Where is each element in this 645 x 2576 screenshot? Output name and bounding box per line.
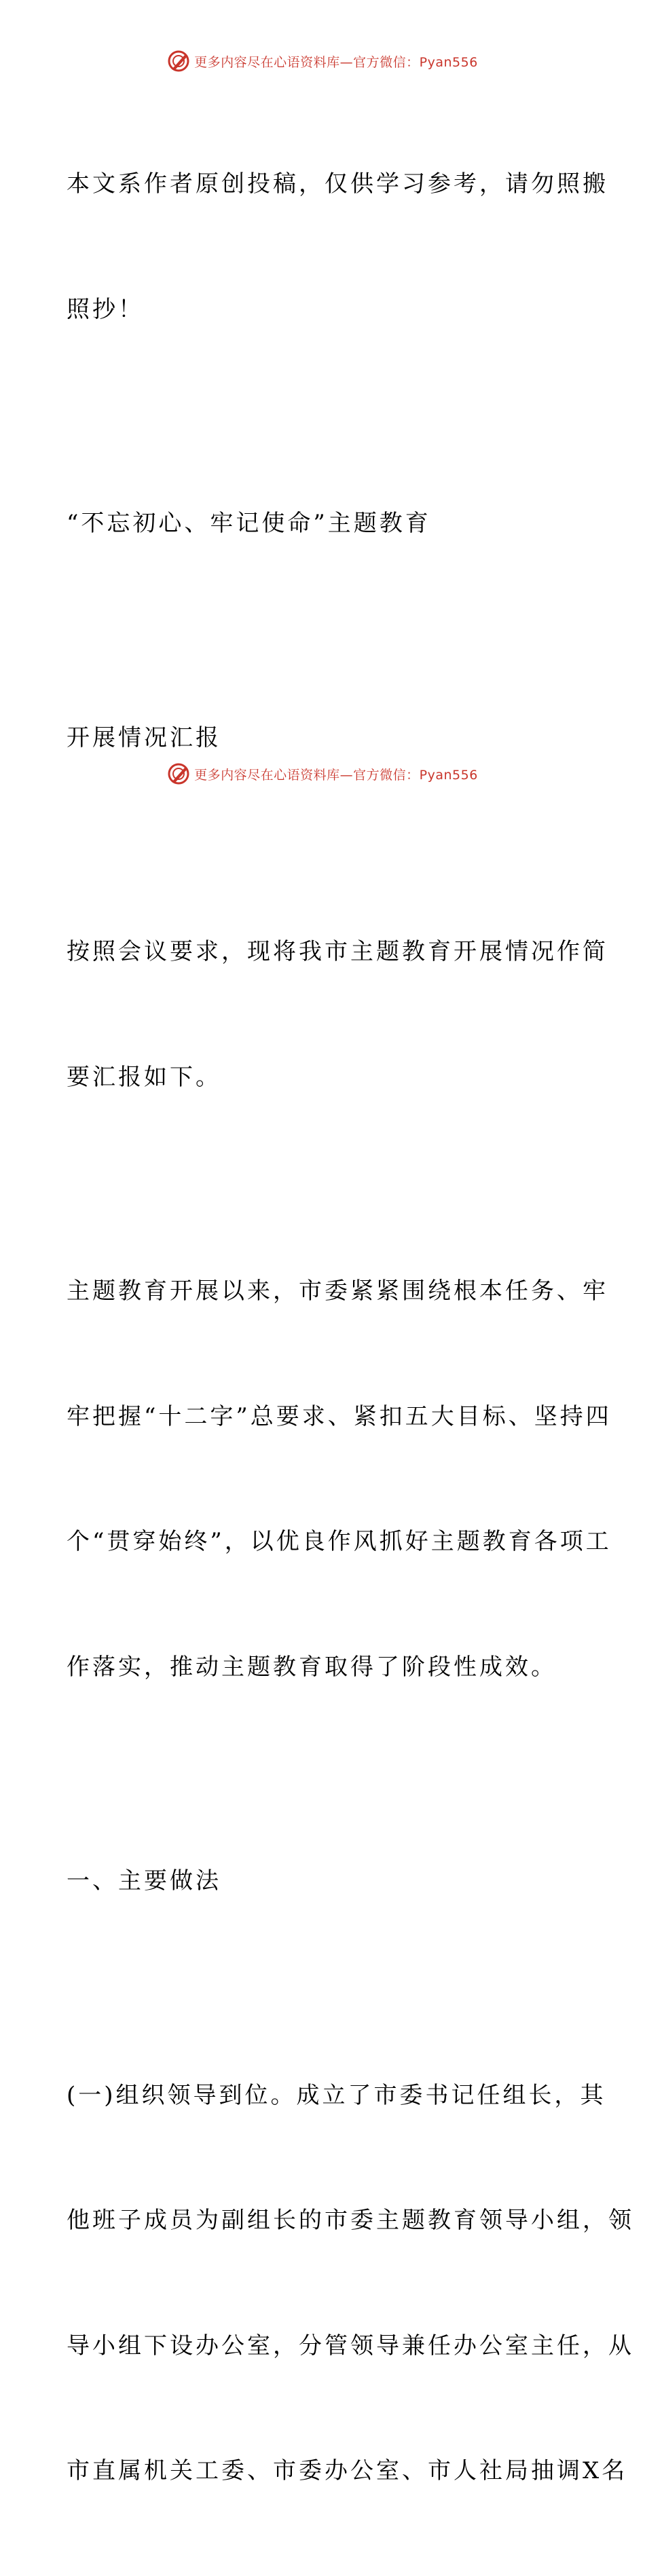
notice-paragraph [67,80,608,414]
document-title [67,419,583,629]
text-line: 要汇报如下。 [67,1063,221,1091]
text-line: 照抄！ [67,295,144,323]
text-line: 本文系作者原创投稿，仅供学习参考，请勿照搬 [67,170,608,198]
document-subtitle [67,634,583,843]
pen-logo-icon [167,762,190,785]
heading-line: 一、主要做法 [67,1867,221,1894]
text-line: 按照会议要求，现将我市主题教育开展情况作简 [67,938,608,965]
document-body [67,80,634,2576]
header-watermark [0,48,645,75]
watermark-text: 更多内容尽在心语资料库—官方微信：Pyan556 [194,767,478,783]
text-line: 个“贯穿始终”，以优良作风抓好主题教育各项工 [67,1528,612,1555]
title-line: 开展情况汇报 [67,724,221,751]
title-line: “不忘初心、牢记使命”主题教育 [67,510,431,537]
text-line: 作落实，推动主题教育取得了阶段性成效。 [67,1653,557,1681]
text-line: 导小组下设办公室，分管领导兼任办公室主任，从 [67,2332,634,2359]
text-line: 市直属机关工委、市委办公室、市人社局抽调X名 [67,2457,628,2484]
item-paragraph [67,1992,634,2576]
pen-logo-icon [167,50,190,73]
watermark-text: 更多内容尽在心语资料库—官方微信：Pyan556 [194,54,478,70]
section-heading [67,1777,583,1986]
intro-paragraph [67,848,608,1182]
summary-paragraph [67,1187,612,1772]
text-line: (一)组织领导到位。成立了市委书记任组长，其 [67,2081,606,2109]
footer-watermark [0,760,645,787]
text-line: 主题教育开展以来，市委紧紧围绕根本任务、牢 [67,1277,608,1305]
text-line: 牢把握“十二字”总要求、紧扣五大目标、坚持四 [67,1402,612,1430]
text-line: 他班子成员为副组长的市委主题教育领导小组，领 [67,2207,634,2234]
